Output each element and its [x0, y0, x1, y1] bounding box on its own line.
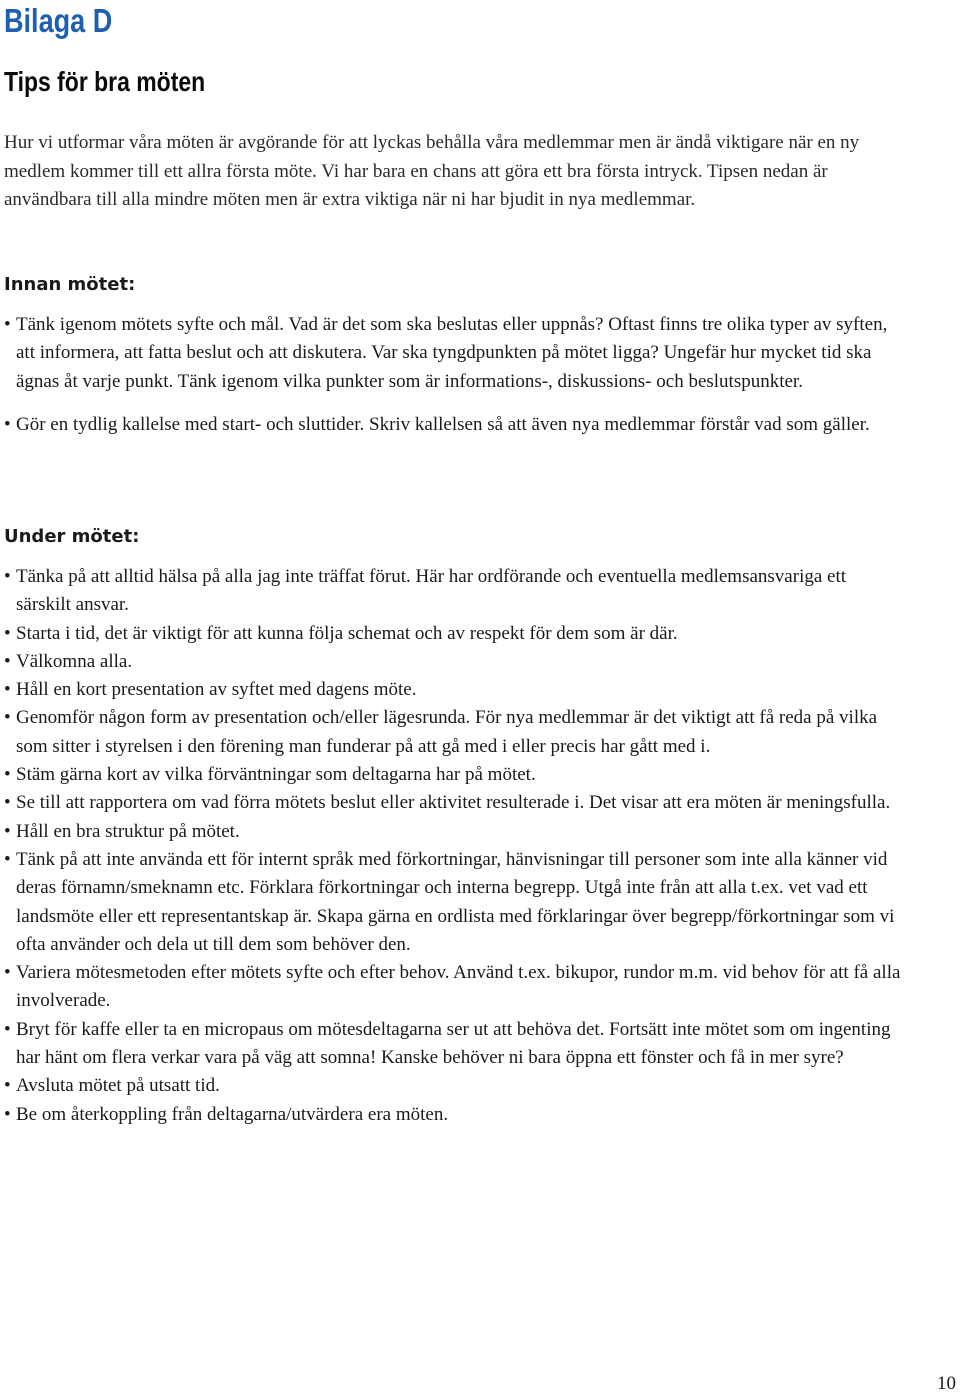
- page-number: 10: [937, 1373, 956, 1394]
- list-item-text: Stäm gärna kort av vilka förväntningar som deltagarna har på mötet.: [16, 764, 536, 786]
- list-item: [4, 620, 904, 648]
- list-item-text: Tänk på att inte använda ett för internt språk med förkortningar, hänvisningar till personer som inte alla känner vid deras förnamn/smeknamn etc. Förklara förkortningar och interna begrepp. Utgå inte från att alla t.ex. vet vad ett landsmöte eller ett representantskap är. Skapa gärna en ordlista med förklaringar över begrepp/förkortningar som vi ofta använder och dela ut till dem som behöver den.: [16, 848, 895, 955]
- list-item-text: Tänka på att alltid hälsa på alla jag inte träffat förut. Här har ordförande och eventuella medlemsansvariga ett särskilt ansvar.: [16, 566, 847, 616]
- bullet-icon: •: [4, 566, 11, 587]
- bullet-icon: •: [4, 314, 11, 335]
- list-item: [4, 676, 904, 704]
- intro-paragraph: Hur vi utformar våra möten är avgörande för att lyckas behålla våra medlemmar men är ändå viktigare när en ny medlem kommer till ett allra första möte. Vi har bara en chans att göra ett bra första intryck. Tipsen nedan är användbara till alla mindre möten men är extra viktiga när ni har bjudit in nya medlemmar.: [4, 132, 860, 210]
- list-item-text: Gör en tydlig kallelse med start- och sluttider. Skriv kallelsen så att även nya medlemmar förstår vad som gäller.: [16, 413, 870, 435]
- bullet-icon: •: [4, 679, 11, 701]
- list-item: [4, 704, 904, 761]
- list-item-text: Håll en bra struktur på mötet.: [16, 820, 240, 842]
- list-item: [4, 846, 904, 959]
- list-item: [4, 959, 904, 1016]
- list-item: [4, 761, 904, 789]
- bullet-icon: •: [4, 413, 11, 435]
- list-item-text: Bryt för kaffe eller ta en micropaus om mötesdeltagarna ser ut att behöva det. Fortsätt inte mötet som om ingenting har hänt om flera verkar vara på väg att somna! Kanske behöver ni bara öppna ett fönster och få in mer syre?: [16, 1018, 891, 1069]
- page-subtitle: Tips för bra möten: [4, 66, 206, 97]
- list-item: [4, 311, 904, 396]
- list-item-text: Se till att rapportera om vad förra mötets beslut eller aktivitet resulterade i. Det visar att era möten är meningsfulla.: [16, 792, 891, 814]
- list-item: [4, 1101, 904, 1129]
- bullet-icon: •: [4, 1075, 11, 1097]
- list-item: [4, 1016, 904, 1073]
- page-title: Bilaga D: [4, 2, 113, 39]
- list-item: [4, 563, 904, 620]
- list-item-text: Starta i tid, det är viktigt för att kunna följa schemat och av respekt för dem som är där.: [16, 622, 678, 644]
- section-heading-during-meeting: Under mötet:: [4, 526, 140, 547]
- bullet-icon: •: [4, 820, 11, 842]
- list-item: [4, 818, 904, 846]
- list-item-text: Be om återkoppling från deltagarna/utvärdera era möten.: [16, 1103, 449, 1125]
- bullet-icon: •: [4, 848, 11, 870]
- list-item: [4, 789, 904, 817]
- section-heading-before-meeting: Innan mötet:: [4, 274, 136, 295]
- list-item: [4, 411, 904, 439]
- list-item-text: Tänk igenom mötets syfte och mål. Vad är det som ska beslutas eller uppnås? Oftast finns tre olika typer av syften, att informera, att fatta beslut och att diskutera. Var ska tyngdpunkten på mötet ligga? Ungefär hur mycket tid ska ägnas åt varje punkt. Tänk igenom vilka punkter som är informations-, diskussions- och beslutspunkter.: [16, 314, 888, 392]
- bullet-icon: •: [4, 622, 11, 644]
- list-item-text: Håll en kort presentation av syftet med dagens möte.: [16, 679, 417, 701]
- during-meeting-list: [4, 563, 904, 1129]
- list-item: [4, 1072, 904, 1100]
- bullet-icon: •: [4, 1103, 11, 1125]
- bullet-icon: •: [4, 1018, 11, 1040]
- bullet-icon: •: [4, 792, 11, 814]
- list-item: [4, 648, 904, 676]
- list-item-text: Avsluta mötet på utsatt tid.: [16, 1075, 220, 1097]
- list-item-text: Genomför någon form av presentation och/eller lägesrunda. För nya medlemmar är det viktigt att få reda på vilka som sitter i styrelsen i den förening man funderar på att gå med i eller precis har gått med i.: [16, 707, 878, 757]
- before-meeting-list: [4, 311, 904, 439]
- bullet-icon: •: [4, 650, 11, 672]
- list-item-text: Välkomna alla.: [16, 650, 133, 672]
- bullet-icon: •: [4, 764, 11, 786]
- list-item-text: Variera mötesmetoden efter mötets syfte och efter behov. Använd t.ex. bikupor, rundor m.m. vid behov för att få alla involverade.: [16, 962, 901, 1012]
- bullet-icon: •: [4, 962, 11, 984]
- bullet-icon: •: [4, 707, 11, 729]
